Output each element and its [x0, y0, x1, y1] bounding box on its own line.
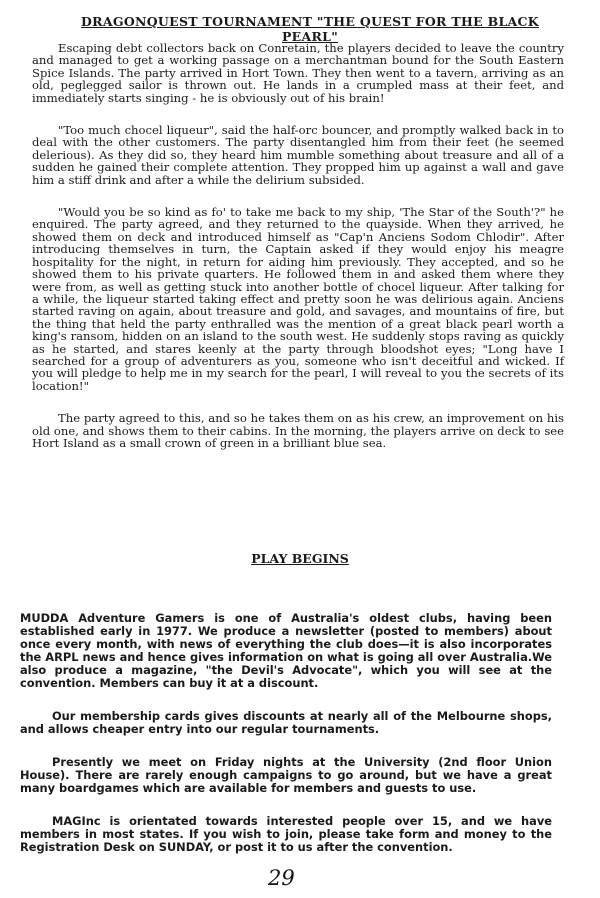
club-info-section — [20, 612, 552, 874]
club-paragraph: Our membership cards gives discounts at nearly all of the Melbourne shops, and allows cheaper entry into our regular tournaments. — [20, 709, 552, 736]
story-paragraph: "Would you be so kind as fo' to take me back to my ship, 'The Star of the South'?" he enquired. The party agreed, and they returned to the quayside. When they arrived, he showed them on deck and introduced himself as "Cap'n Anciens Sodom Chlodir". After introducing themselves in turn, the Captain asked if they would enjoy his meagre hospitality for the night, in return for aiding him previously. They accepted, and so he showed them to his private quarters. He followed them in and asked them where they were from, as well as getting stuck into another bottle of chocel liqueur. After talking for a while, the liqueur started taking effect and pretty soon he was delirious again. Anciens started raving on again, about treasure and gold, and savages, and mountains of fire, but the thing that held the party enthralled was the mention of a great black pearl worth a king's ransom, hidden on an island to the south west. He suddenly stops raving as quickly as he started, and stares keenly at the party through bloodshot eyes; "Long have I searched for a group of adventurers as you, someone who isn't deceitful and wicked. If you will pledge to help me in my search for the pearl, I will reveal to you the secrets of its location!" — [32, 205, 564, 393]
story-paragraph: The party agreed to this, and so he takes them on as his crew, an improvement on his old one, and shows them to their cabins. In the morning, the players arrive on deck to see Hort Island as a small crown of green in a brilliant blue sea. — [32, 411, 564, 450]
page-title: DRAGONQUEST TOURNAMENT "THE QUEST FOR THE BLACK PEARL" — [81, 14, 539, 44]
section-heading: PLAY BEGINS — [251, 551, 349, 566]
story-section — [32, 42, 564, 469]
story-paragraph: "Too much chocel liqueur", said the half-orc bouncer, and promptly walked back in to deal with the other customers. The party disentangled him from their feet (he seemed delerious). As they did so, they heard him mumble something about treasure and all of a sudden he gained their complete attention. They propped him up against a wall and gave him a stiff drink and after a while the delirium subsided. — [32, 123, 564, 187]
club-paragraph: MUDDA Adventure Gamers is one of Australia's oldest clubs, having been established early in 1977. We produce a newsletter (posted to members) about once every month, with news of everything the club does—it is also incorporates the ARPL news and hence gives information on what is going all over Australia.We also produce a magazine, "the Devil's Advocate", which you will see at the convention. Members can buy it at a discount. — [20, 611, 552, 690]
story-paragraph: Escaping debt collectors back on Conretain, the players decided to leave the country and managed to get a working passage on a merchantman bound for the South Eastern Spice Islands. The party arrived in Hort Town. They then went to a tavern, arriving as an old, peglegged sailor is thrown out. He lands in a crumpled mass at their feet, and immediately starts singing - he is obviously out of his brain! — [32, 41, 564, 105]
club-paragraph: MAGInc is orientated towards interested people over 15, and we have members in most states. If you wish to join, please take form and money to the Registration Desk on SUNDAY, or post it to us after the convention. — [20, 814, 552, 854]
club-paragraph: Presently we meet on Friday nights at the University (2nd floor Union House). There are rarely enough campaigns to go around, but we have a great many boardgames which are available for members and guests to use. — [20, 755, 552, 795]
page-number: 29 — [268, 866, 295, 890]
